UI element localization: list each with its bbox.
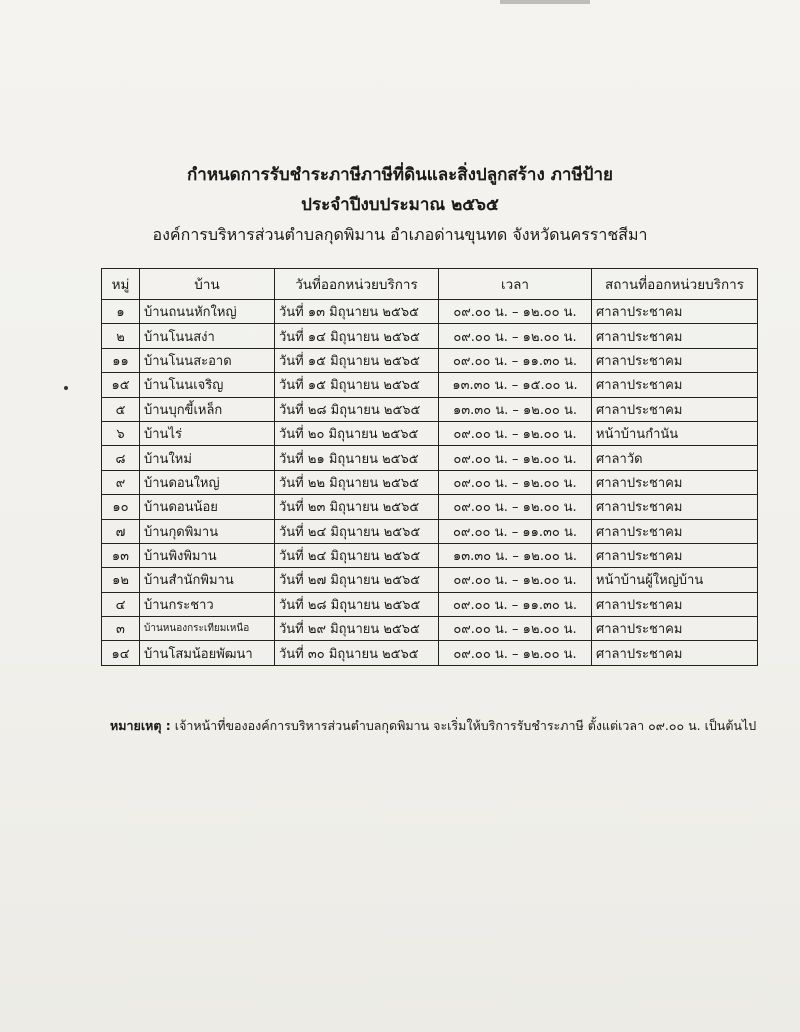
cell-village: บ้านกุดพิมาน bbox=[140, 519, 275, 543]
cell-village: บ้านโสมน้อยพัฒนา bbox=[140, 641, 275, 665]
cell-village: บ้านพิงพิมาน bbox=[140, 543, 275, 567]
table-row bbox=[102, 495, 758, 519]
cell-date: วันที่ ๒๑ มิถุนายน ๒๕๖๕ bbox=[275, 446, 439, 470]
cell-date: วันที่ ๓๐ มิถุนายน ๒๕๖๕ bbox=[275, 641, 439, 665]
cell-moo: ๗ bbox=[102, 519, 140, 543]
cell-place: ศาลาประชาคม bbox=[592, 641, 758, 665]
cell-date: วันที่ ๑๕ มิถุนายน ๒๕๖๕ bbox=[275, 348, 439, 372]
title-line-1: กำหนดการรับชำระภาษีภาษีที่ดินและสิ่งปลูกสร้าง ภาษีป้าย bbox=[187, 165, 613, 185]
cell-village: บ้านสำนักพิมาน bbox=[140, 568, 275, 592]
cell-date: วันที่ ๒๙ มิถุนายน ๒๕๖๕ bbox=[275, 617, 439, 641]
cell-date: วันที่ ๒๔ มิถุนายน ๒๕๖๕ bbox=[275, 519, 439, 543]
cell-time: ๐๙.๐๐ น. – ๑๒.๐๐ น. bbox=[439, 470, 592, 494]
cell-village: บ้านดอนน้อย bbox=[140, 495, 275, 519]
cell-moo: ๑๔ bbox=[102, 641, 140, 665]
table-row bbox=[102, 397, 758, 421]
cell-village: บ้านบุกขี้เหล็ก bbox=[140, 397, 275, 421]
document-header bbox=[0, 160, 800, 250]
cell-village: บ้านโนนสะอาด bbox=[140, 348, 275, 372]
cell-moo: ๑๑ bbox=[102, 348, 140, 372]
table-header-row bbox=[102, 269, 758, 300]
cell-moo: ๕ bbox=[102, 397, 140, 421]
cell-date: วันที่ ๒๔ มิถุนายน ๒๕๖๕ bbox=[275, 543, 439, 567]
cell-place: ศาลาประชาคม bbox=[592, 543, 758, 567]
table-row bbox=[102, 592, 758, 616]
cell-place: ศาลาประชาคม bbox=[592, 397, 758, 421]
cell-moo: ๑ bbox=[102, 300, 140, 324]
cell-date: วันที่ ๒๘ มิถุนายน ๒๕๖๕ bbox=[275, 592, 439, 616]
cell-date: วันที่ ๒๗ มิถุนายน ๒๕๖๕ bbox=[275, 568, 439, 592]
cell-time: ๐๙.๐๐ น. – ๑๒.๐๐ น. bbox=[439, 641, 592, 665]
column-header-moo: หมู่ bbox=[102, 269, 140, 300]
cell-time: ๑๓.๓๐ น. – ๑๒.๐๐ น. bbox=[439, 397, 592, 421]
cell-moo: ๒ bbox=[102, 324, 140, 348]
cell-place: ศาลาประชาคม bbox=[592, 373, 758, 397]
table-row bbox=[102, 348, 758, 372]
stray-dot-mark bbox=[64, 386, 68, 390]
cell-time: ๐๙.๐๐ น. – ๑๒.๐๐ น. bbox=[439, 568, 592, 592]
cell-moo: ๙ bbox=[102, 470, 140, 494]
cell-place: ศาลาประชาคม bbox=[592, 617, 758, 641]
table-row bbox=[102, 543, 758, 567]
footnote bbox=[110, 716, 790, 736]
cell-time: ๐๙.๐๐ น. – ๑๒.๐๐ น. bbox=[439, 495, 592, 519]
column-header-date: วันที่ออกหน่วยบริการ bbox=[275, 269, 439, 300]
cell-moo: ๘ bbox=[102, 446, 140, 470]
cell-place: หน้าบ้านผู้ใหญ่บ้าน bbox=[592, 568, 758, 592]
cell-moo: ๖ bbox=[102, 421, 140, 445]
cell-time: ๑๓.๓๐ น. – ๑๒.๐๐ น. bbox=[439, 543, 592, 567]
cell-time: ๐๙.๐๐ น. – ๑๒.๐๐ น. bbox=[439, 446, 592, 470]
column-header-time: เวลา bbox=[439, 269, 592, 300]
cell-moo: ๑๐ bbox=[102, 495, 140, 519]
service-schedule-table bbox=[101, 268, 758, 666]
cell-place: ศาลาประชาคม bbox=[592, 324, 758, 348]
cell-village: บ้านหนองกระเทียมเหนือ bbox=[140, 617, 275, 641]
cell-time: ๐๙.๐๐ น. – ๑๒.๐๐ น. bbox=[439, 421, 592, 445]
title-line-2: ประจำปีงบประมาณ ๒๕๖๕ bbox=[301, 195, 499, 215]
cell-date: วันที่ ๑๓ มิถุนายน ๒๕๖๕ bbox=[275, 300, 439, 324]
table-row bbox=[102, 324, 758, 348]
table-row bbox=[102, 373, 758, 397]
column-header-village: บ้าน bbox=[140, 269, 275, 300]
cell-date: วันที่ ๒๘ มิถุนายน ๒๕๖๕ bbox=[275, 397, 439, 421]
footnote-text: เจ้าหน้าที่ขององค์การบริหารส่วนตำบลกุดพิมาน จะเริ่มให้บริการรับชำระภาษี ตั้งแต่เวลา ๐๙.๐๐ น. เป็นต้นไป bbox=[174, 718, 757, 733]
cell-time: ๐๙.๐๐ น. – ๑๑.๓๐ น. bbox=[439, 348, 592, 372]
cell-place: ศาลาประชาคม bbox=[592, 470, 758, 494]
cell-place: ศาลาประชาคม bbox=[592, 519, 758, 543]
table-row bbox=[102, 519, 758, 543]
cell-date: วันที่ ๒๓ มิถุนายน ๒๕๖๕ bbox=[275, 495, 439, 519]
cell-place: หน้าบ้านกำนัน bbox=[592, 421, 758, 445]
cell-date: วันที่ ๒๒ มิถุนายน ๒๕๖๕ bbox=[275, 470, 439, 494]
table-row bbox=[102, 421, 758, 445]
cell-village: บ้านใหม่ bbox=[140, 446, 275, 470]
cell-place: ศาลาวัด bbox=[592, 446, 758, 470]
cell-village: บ้านกระชาว bbox=[140, 592, 275, 616]
top-edge-mark bbox=[500, 0, 590, 4]
cell-date: วันที่ ๑๕ มิถุนายน ๒๕๖๕ bbox=[275, 373, 439, 397]
cell-date: วันที่ ๒๐ มิถุนายน ๒๕๖๕ bbox=[275, 421, 439, 445]
cell-village: บ้านโนนสง่า bbox=[140, 324, 275, 348]
cell-date: วันที่ ๑๔ มิถุนายน ๒๕๖๕ bbox=[275, 324, 439, 348]
cell-village: บ้านไร่ bbox=[140, 421, 275, 445]
cell-time: ๐๙.๐๐ น. – ๑๒.๐๐ น. bbox=[439, 617, 592, 641]
cell-time: ๐๙.๐๐ น. – ๑๑.๓๐ น. bbox=[439, 519, 592, 543]
cell-place: ศาลาประชาคม bbox=[592, 592, 758, 616]
cell-place: ศาลาประชาคม bbox=[592, 348, 758, 372]
table-row bbox=[102, 446, 758, 470]
cell-time: ๑๓.๓๐ น. – ๑๕.๐๐ น. bbox=[439, 373, 592, 397]
table-row bbox=[102, 617, 758, 641]
cell-time: ๐๙.๐๐ น. – ๑๒.๐๐ น. bbox=[439, 324, 592, 348]
cell-moo: ๑๒ bbox=[102, 568, 140, 592]
column-header-place: สถานที่ออกหน่วยบริการ bbox=[592, 269, 758, 300]
cell-moo: ๔ bbox=[102, 592, 140, 616]
title-line-3: องค์การบริหารส่วนตำบลกุดพิมาน อำเภอด่านขุนทด จังหวัดนครราชสีมา bbox=[152, 225, 648, 244]
cell-time: ๐๙.๐๐ น. – ๑๑.๓๐ น. bbox=[439, 592, 592, 616]
cell-village: บ้านดอนใหญ่ bbox=[140, 470, 275, 494]
cell-moo: ๑๓ bbox=[102, 543, 140, 567]
table-row bbox=[102, 641, 758, 665]
cell-time: ๐๙.๐๐ น. – ๑๒.๐๐ น. bbox=[439, 300, 592, 324]
table-row bbox=[102, 300, 758, 324]
cell-village: บ้านถนนหักใหญ่ bbox=[140, 300, 275, 324]
cell-village: บ้านโนนเจริญ bbox=[140, 373, 275, 397]
cell-moo: ๑๕ bbox=[102, 373, 140, 397]
cell-place: ศาลาประชาคม bbox=[592, 495, 758, 519]
table-row bbox=[102, 470, 758, 494]
cell-place: ศาลาประชาคม bbox=[592, 300, 758, 324]
footnote-label: หมายเหตุ : bbox=[110, 718, 171, 733]
table-row bbox=[102, 568, 758, 592]
cell-moo: ๓ bbox=[102, 617, 140, 641]
